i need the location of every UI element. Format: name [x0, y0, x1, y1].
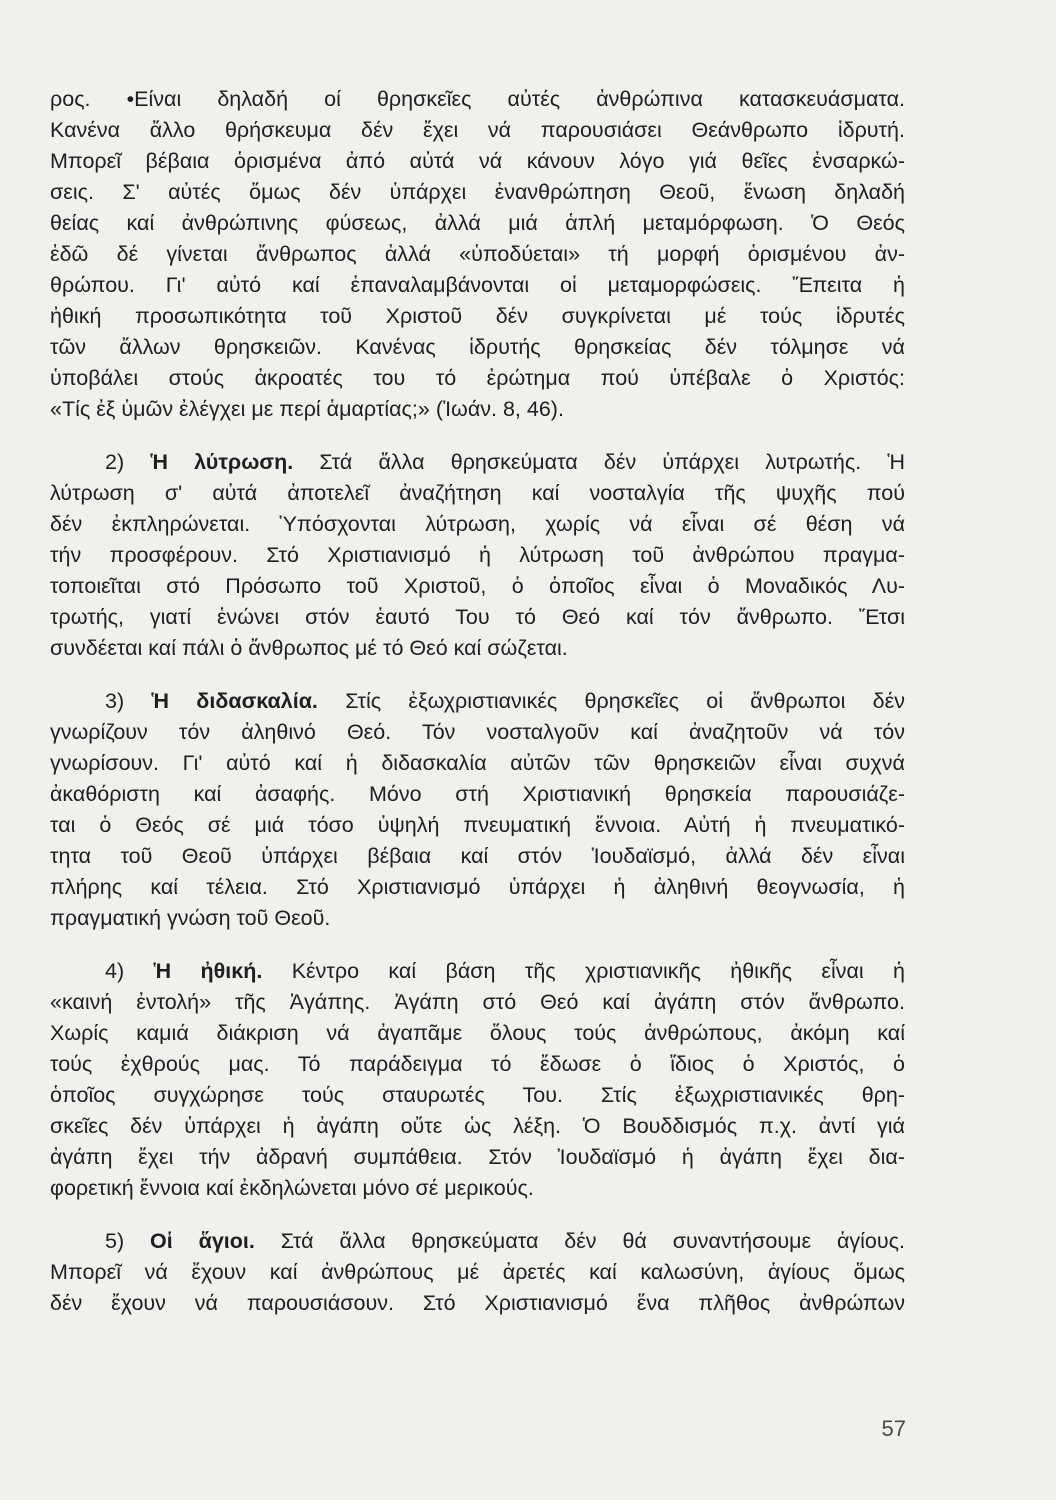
text-run: Κέντρο καί βάση τῆς χριστιανικῆς ἠθικῆς εἶναι ἡ: [291, 959, 905, 983]
paragraph-first-line: [50, 956, 905, 987]
text-line: τῶν ἄλλων θρησκειῶν. Κανένας ἱδρυτής θρησκείας δέν τόλμησε νά: [50, 335, 905, 359]
text-line: ἐδῶ δέ γίνεται ἄνθρωπος ἀλλά «ὑποδύεται» τή μορφή ὁρισμένου ἀν-: [50, 242, 905, 266]
paragraph-first-line: [50, 1226, 905, 1257]
text-line: φορετική ἔννοια καί ἐκδηλώνεται μόνο σέ μερικούς.: [50, 1176, 534, 1200]
text-line: «καινή ἐντολή» τῆς Ἀγάπης. Ἀγάπη στό Θεό καί ἀγάπη στόν ἄνθρωπο.: [50, 990, 905, 1014]
text-line: σκεῖες δέν ὑπάρχει ἡ ἀγάπη οὔτε ὡς λέξη. Ὁ Βουδδισμός π.χ. ἀντί γιά: [50, 1114, 905, 1138]
text-line: συνδέεται καί πάλι ὁ ἄνθρωπος μέ τό Θεό καί σώζεται.: [50, 636, 568, 660]
text-line: δέν ἐκπληρώνεται. Ὑπόσχονται λύτρωση, χωρίς νά εἶναι σέ θέση νά: [50, 512, 905, 536]
text-line: ται ὁ Θεός σέ μιά τόσο ὑψηλή πνευματική ἔννοια. Αὐτή ἡ πνευματικό-: [50, 813, 905, 837]
paragraph-heading: Οἱ ἅγιοι.: [150, 1229, 255, 1253]
text-line: τοποιεῖται στό Πρόσωπο τοῦ Χριστοῦ, ὁ ὁποῖος εἶναι ὁ Μοναδικός Λυ-: [50, 574, 905, 598]
text-line: τήν προσφέρουν. Στό Χριστιανισμό ἡ λύτρωση τοῦ ἀνθρώπου πραγμα-: [50, 543, 905, 567]
text-block: [50, 84, 905, 1319]
text-line: γνωρίσουν. Γι' αὐτό καί ἡ διδασκαλία αὐτῶν τῶν θρησκειῶν εἶναι συχνά: [50, 751, 905, 775]
paragraph-continuation: [50, 84, 905, 425]
text-line: ἀκαθόριστη καί ἀσαφής. Μόνο στή Χριστιανική θρησκεία παρουσιάζε-: [50, 782, 905, 806]
text-line: σεις. Σ' αὐτές ὅμως δέν ὑπάρχει ἐνανθρώπηση Θεοῦ, ἕνωση δηλαδή: [50, 180, 905, 204]
text-line: τητα τοῦ Θεοῦ ὑπάρχει βέβαια καί στόν Ἰουδαϊσμό, ἀλλά δέν εἶναι: [50, 844, 905, 868]
text-line: δέν ἔχουν νά παρουσιάσουν. Στό Χριστιανισμό ἕνα πλῆθος ἀνθρώπων: [50, 1291, 905, 1315]
text-line: θείας καί ἀνθρώπινης φύσεως, ἀλλά μιά ἁπλή μεταμόρφωση. Ὁ Θεός: [50, 211, 905, 235]
paragraph-first-line: [50, 686, 905, 717]
text-line: ὑποβάλει στούς ἀκροατές του τό ἐρώτημα πού ὑπέβαλε ὁ Χριστός:: [50, 366, 905, 390]
text-run: Στά ἄλλα θρησκεύματα δέν ὑπάρχει λυτρωτής. Ἡ: [319, 450, 906, 474]
text-line: ὁποῖος συγχώρησε τούς σταυρωτές Του. Στίς ἐξωχριστιανικές θρη-: [50, 1083, 905, 1107]
text-line: λύτρωση σ' αὐτά ἀποτελεῖ ἀναζήτηση καί νοσταλγία τῆς ψυχῆς πού: [50, 481, 905, 505]
paragraph-number: 5): [105, 1229, 125, 1253]
text-line: ἠθική προσωπικότητα τοῦ Χριστοῦ δέν συγκρίνεται μέ τούς ἱδρυτές: [50, 304, 905, 328]
text-line: Χωρίς καμιά διάκριση νά ἀγαπᾶμε ὅλους τούς ἀνθρώπους, ἀκόμη καί: [50, 1021, 905, 1045]
text-line: Μπορεῖ βέβαια ὁρισμένα ἀπό αὐτά νά κάνουν λόγο γιά θεῖες ἐνσαρκώ-: [50, 149, 905, 173]
paragraph-agioi: [50, 1226, 905, 1319]
paragraph-heading: Ἡ ἠθική.: [153, 959, 263, 983]
text-line: «Τίς ἐξ ὑμῶν ἐλέγχει με περί ἁμαρτίας;» (Ἰωάν. 8, 46).: [50, 397, 564, 421]
paragraph-heading: Ἡ λύτρωση.: [150, 450, 294, 474]
text-line: θρώπου. Γι' αὐτό καί ἐπαναλαμβάνονται οἱ μεταμορφώσεις. Ἔπειτα ἡ: [50, 273, 905, 297]
paragraph-number: 2): [105, 450, 125, 474]
text-line: γνωρίζουν τόν ἀληθινό Θεό. Τόν νοσταλγοῦν καί ἀναζητοῦν νά τόν: [50, 720, 905, 744]
paragraph-lytrosi: [50, 447, 905, 664]
text-line: ἀγάπη ἔχει τήν ἀδρανή συμπάθεια. Στόν Ἰουδαϊσμό ἡ ἀγάπη ἔχει δια-: [50, 1145, 905, 1169]
text-run: Στίς ἐξωχριστιανικές θρησκεῖες οἱ ἄνθρωποι δέν: [345, 689, 905, 713]
text-line: τρωτής, γιατί ἑνώνει στόν ἑαυτό Του τό Θεό καί τόν ἄνθρωπο. Ἔτσι: [50, 605, 905, 629]
paragraph-heading: Ἡ διδασκαλία.: [151, 689, 318, 713]
paragraph-first-line: [50, 447, 905, 478]
paragraph-number: 4): [105, 959, 125, 983]
text-run: Στά ἄλλα θρησκεύματα δέν θά συναντήσουμε ἁγίους.: [280, 1229, 905, 1253]
text-line: πραγματική γνώση τοῦ Θεοῦ.: [50, 906, 331, 930]
text-line: Μπορεῖ νά ἔχουν καί ἀνθρώπους μέ ἀρετές καί καλωσύνη, ἁγίους ὅμως: [50, 1260, 905, 1284]
text-line: πλήρης καί τέλεια. Στό Χριστιανισμό ὑπάρχει ἡ ἀληθινή θεογνωσία, ἡ: [50, 875, 905, 899]
text-line: ρος. •Είναι δηλαδή οί θρησκεῖες αὐτές ἀνθρώπινα κατασκευάσματα.: [50, 87, 905, 111]
paragraph-didaskalia: [50, 686, 905, 934]
text-line: Κανένα ἄλλο θρήσκευμα δέν ἔχει νά παρουσιάσει Θεάνθρωπο ἱδρυτή.: [50, 118, 905, 142]
page-number: 57: [881, 1416, 906, 1441]
paragraph-number: 3): [105, 689, 125, 713]
paragraph-ithiki: [50, 956, 905, 1204]
text-line: τούς ἐχθρούς μας. Τό παράδειγμα τό ἔδωσε ὁ ἴδιος ὁ Χριστός, ὁ: [50, 1052, 905, 1076]
